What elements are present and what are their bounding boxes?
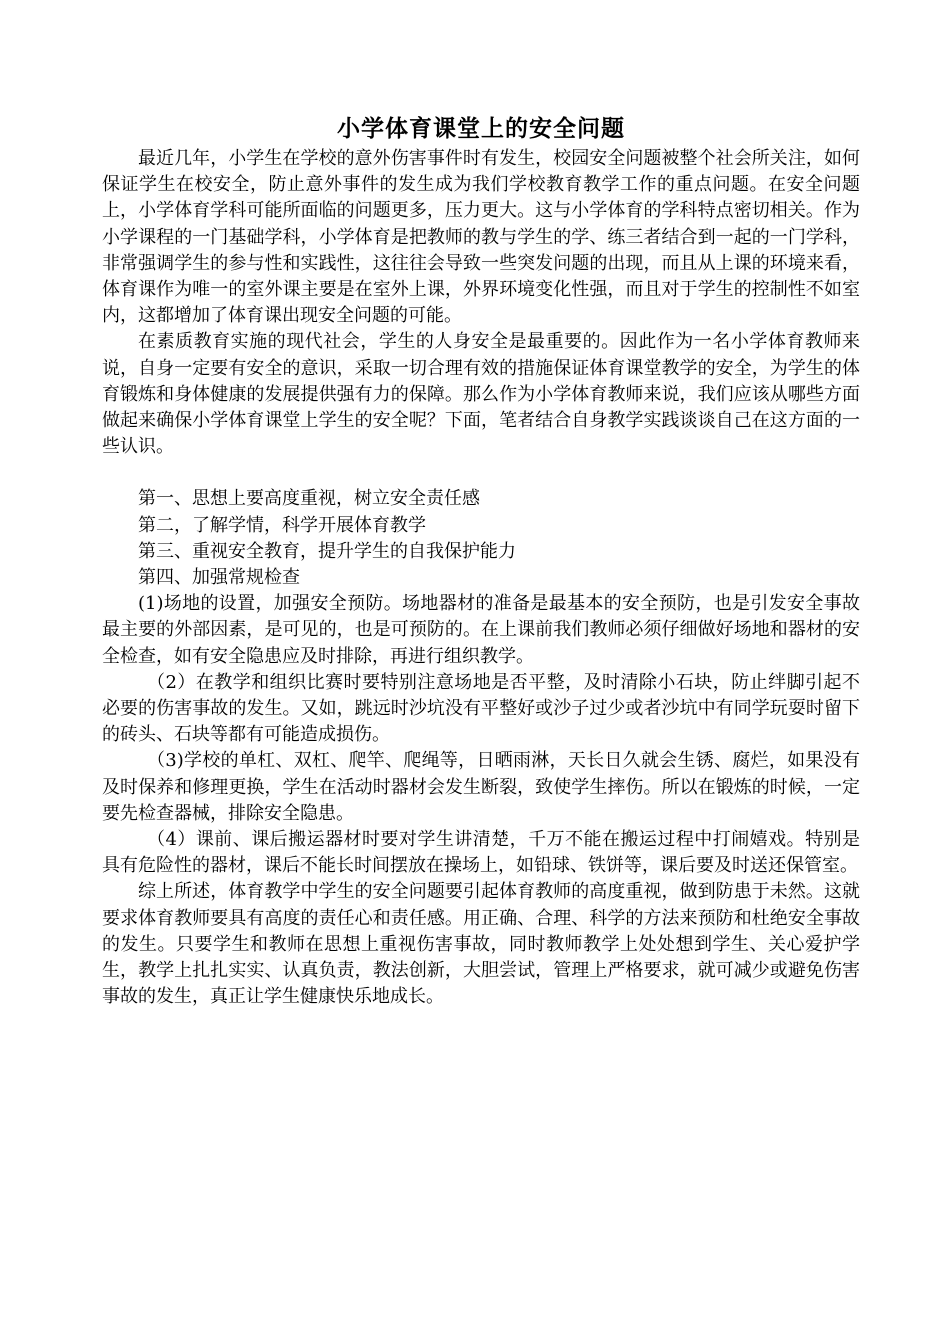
section-heading-1: 第一、思想上要高度重视，树立安全责任感 <box>138 488 480 510</box>
section-heading-3: 第三、重视安全教育，提升学生的自我保护能力 <box>138 540 516 562</box>
section-heading-4: 第四、加强常规检查 <box>138 567 300 589</box>
check-item-2: （2）在教学和组织比赛时要特别注意场地是否平整，及时清除小石块，防止绊脚引起不必要的伤害事故的发生。又如，跳远时沙坑没有平整好或沙子过少或者沙坑中有同学玩耍时留下的砖头、石块等都有可能造成损伤。 <box>102 671 860 746</box>
intro-paragraph-1: 最近几年，小学生在学校的意外伤害事件时有发生，校园安全问题被整个社会所关注，如何保证学生在校安全，防止意外事件的发生成为我们学校教育教学工作的重点问题。在安全问题上，小学体育学科可能所面临的问题更多，压力更大。这与小学体育的学科特点密切相关。作为小学课程的一门基础学科，小学体育是把教师的教与学生的学、练三者结合到一起的一门学科，非常强调学生的参与性和实践性，这往往会导致一些突发问题的出现，而且从上课的环境来看，体育课作为唯一的室外课主要是在室外上课，外界环境变化性强，而且对于学生的控制性不如室内，这都增加了体育课出现安全问题的可能。 <box>102 148 860 327</box>
check-item-3: （3)学校的单杠、双杠、爬竿、爬绳等，日晒雨淋，天长日久就会生锈、腐烂，如果没有及时保养和修理更换，学生在活动时器材会发生断裂，致使学生摔伤。所以在锻炼的时候，一定要先检查器械，排除安全隐患。 <box>102 750 860 824</box>
intro-paragraph-2: 在素质教育实施的现代社会，学生的人身安全是最重要的。因此作为一名小学体育教师来说，自身一定要有安全的意识，采取一切合理有效的措施保证体育课堂教学的安全，为学生的体育锻炼和身体健康的发展提供强有力的保障。那么作为小学体育教师来说，我们应该从哪些方面做起来确保小学体育课堂上学生的安全呢？下面，笔者结合自身教学实践谈谈自己在这方面的一些认识。 <box>102 331 860 458</box>
section-heading-2: 第二，了解学情，科学开展体育教学 <box>138 514 426 536</box>
conclusion-paragraph: 综上所述，体育教学中学生的安全问题要引起体育教师的高度重视，做到防患于未然。这就要求体育教师要具有高度的责任心和责任感。用正确、合理、科学的方法来预防和杜绝安全事故的发生。只要学生和教师在思想上重视伤害事故，同时教师教学上处处想到学生、关心爱护学生，教学上扎扎实实、认真负责，教法创新，大胆尝试，管理上严格要求，就可减少或避免伤害事故的发生，真正让学生健康快乐地成长。 <box>102 881 860 1008</box>
blank-line <box>102 460 860 486</box>
document-title: 小学体育课堂上的安全问题 <box>337 116 625 142</box>
document-page <box>102 112 860 1011</box>
check-item-4: （4）课前、课后搬运器材时要对学生讲清楚，千万不能在搬运过程中打闹嬉戏。特别是具有危险性的器材，课后不能长时间摆放在操场上，如铅球、铁饼等，课后要及时送还保管室。 <box>102 829 860 877</box>
check-item-1: (1)场地的设置，加强安全预防。场地器材的准备是最基本的安全预防，也是引发安全事故最主要的外部因素，是可见的，也是可预防的。在上课前我们教师必须仔细做好场地和器材的安全检查，如有安全隐患应及时排除，再进行组织教学。 <box>102 593 860 667</box>
